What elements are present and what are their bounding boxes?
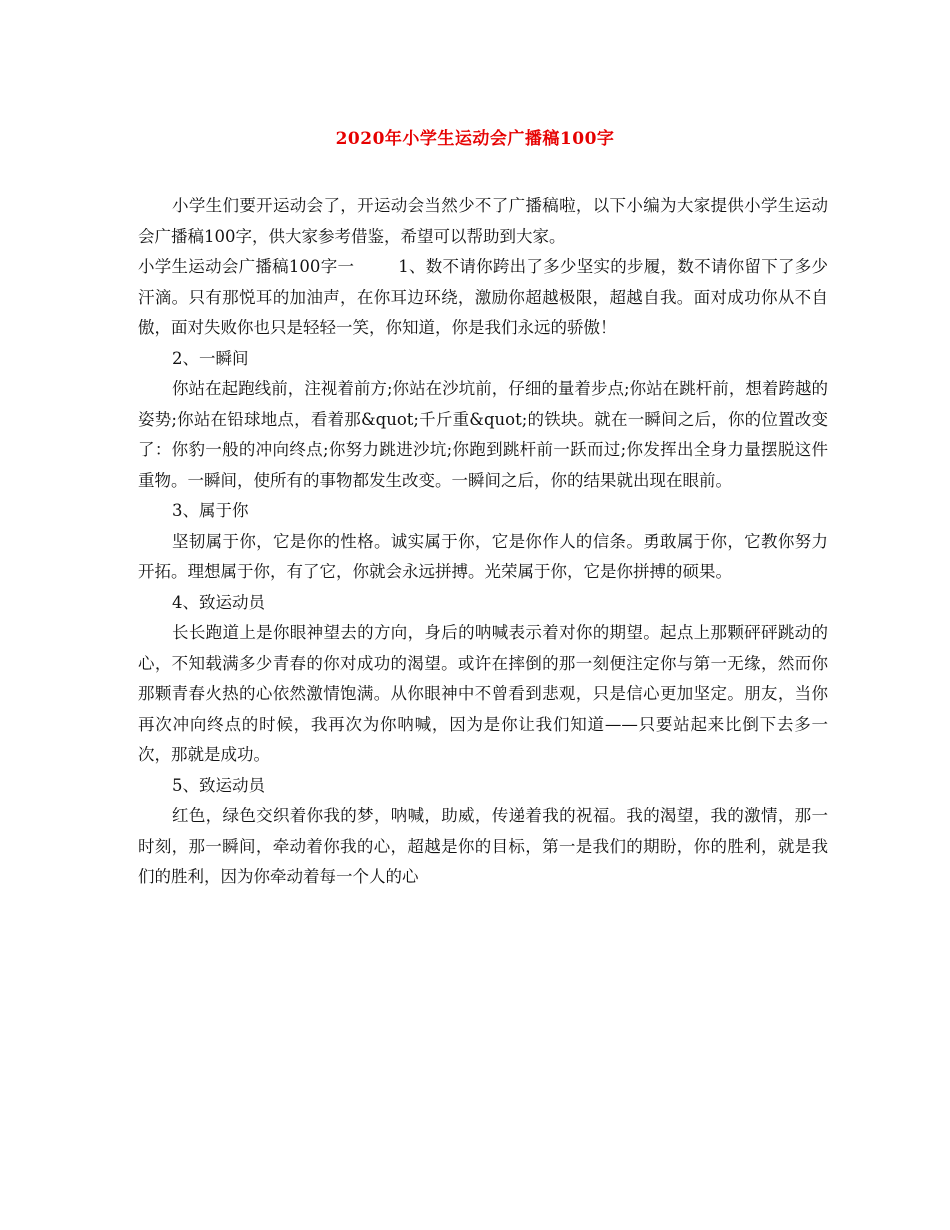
section-1-text: 1、数不请你跨出了多少坚实的步履，数不请你留下了多少汗滴。只有那悦耳的加油声，在你耳边环绕，激励你超越极限，超越自我。面对成功你从不自傲，面对失败你也只是轻轻一笑，你知道，你是我们永远的骄傲！ bbox=[138, 257, 829, 337]
section-4-heading: 4、致运动员 bbox=[172, 592, 265, 612]
section-3-paragraph: 坚韧属于你，它是你的性格。诚实属于你，它是你作人的信条。勇敢属于你，它教你努力开拓。理想属于你，有了它，你就会永远拼搏。光荣属于你，它是你拼搏的硕果。 bbox=[138, 531, 828, 581]
section-5-heading: 5、致运动员 bbox=[172, 775, 265, 795]
section-2-paragraph: 你站在起跑线前，注视着前方;你站在沙坑前，仔细的量着步点;你站在跳杆前，想着跨越的姿势;你站在铅球地点，看着那&quot;千斤重&quot;的铁块。就在一瞬间之后，你的位置改变了：你豹一般的冲向终点;你努力跳进沙坑;你跑到跳杆前一跃而过;你发挥出全身力量摆脱这件重物。一瞬间，使所有的事物都发生改变。一瞬间之后，你的结果就出现在眼前。 bbox=[138, 379, 828, 490]
intro-paragraph: 小学生们要开运动会了，开运动会当然少不了广播稿啦，以下小编为大家提供小学生运动会广播稿100字，供大家参考借鉴，希望可以帮助到大家。 bbox=[138, 196, 828, 246]
section-4-paragraph: 长长跑道上是你眼神望去的方向，身后的呐喊表示着对你的期望。起点上那颗砰砰跳动的心，不知载满多少青春的你对成功的渴望。或许在摔倒的那一刻便注定你与第一无缘，然而你那颗青春火热的心依然激情饱满。从你眼神中不曾看到悲观，只是信心更加坚定。朋友，当你再次冲向终点的时候，我再次为你呐喊，因为是你让我们知道——只要站起来比倒下去多一次，那就是成功。 bbox=[138, 623, 828, 764]
document-title: 2020年小学生运动会广播稿100字 bbox=[335, 129, 615, 149]
section-3-heading: 3、属于你 bbox=[172, 501, 249, 520]
document-body bbox=[138, 191, 828, 893]
section-1-label: 小学生运动会广播稿100字一 bbox=[138, 257, 355, 276]
section-5-paragraph: 红色，绿色交织着你我的梦，呐喊，助威，传递着我的祝福。我的渴望，我的激情，那一时刻，那一瞬间，牵动着你我的心，超越是你的目标，第一是我们的期盼，你的胜利，就是我们的胜利，因为你牵动着每一个人的心 bbox=[138, 806, 828, 886]
section-2-heading: 2、一瞬间 bbox=[172, 348, 249, 368]
section-1-paragraph bbox=[138, 252, 828, 344]
